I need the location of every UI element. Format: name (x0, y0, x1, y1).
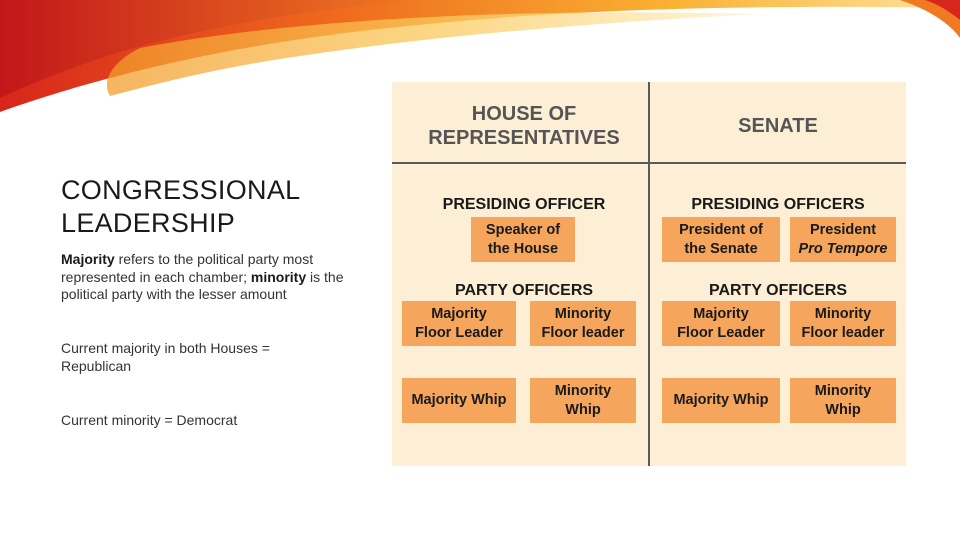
speaker-line-1: Speaker of (485, 221, 561, 238)
current-minority-text: Current minority = Democrat (61, 412, 238, 428)
definition-text-b: is the political party with the lesser amount (61, 268, 344, 302)
house-party-title: PARTY OFFICERS (454, 282, 594, 299)
speaker-line-2: the House (487, 240, 559, 257)
leadership-chart (392, 82, 906, 466)
senate-minority-whip-box (790, 378, 896, 423)
house-header (402, 102, 646, 150)
house-header-line-2: REPRESENTATIVES (428, 127, 620, 149)
title-line-2: LEADERSHIP (61, 208, 236, 238)
speaker-box (471, 217, 575, 262)
senate-minority-floor-line-1: Minority (814, 305, 872, 322)
house-majority-whip-box (402, 378, 516, 423)
house-minority-whip-line-1: Minority (554, 382, 612, 399)
house-minority-whip-box (530, 378, 636, 423)
senate-majority-whip-box (662, 378, 780, 423)
senate-header: SENATE (738, 115, 818, 137)
definition-text-a: refers to the political party most represented in each chamber; (61, 251, 314, 285)
title-line-1: CONGRESSIONAL (61, 175, 301, 205)
current-majority-line-1: Current majority in both Houses = (61, 340, 270, 356)
current-majority-text (61, 340, 371, 375)
house-header-line-1: HOUSE OF (471, 103, 577, 125)
senate-majority-floor-leader-box (662, 301, 780, 346)
senate-minority-floor-leader-box (790, 301, 896, 346)
senate-majority-whip-line-1: Majority Whip (673, 392, 769, 408)
house-majority-floor-line-1: Majority (431, 305, 487, 322)
house-presiding-title: PRESIDING OFFICER (442, 196, 606, 213)
house-majority-floor-leader-box (402, 301, 516, 346)
column-divider (648, 82, 650, 466)
senate-party-title: PARTY OFFICERS (708, 282, 848, 299)
senate-minority-floor-line-2: Floor leader (801, 324, 885, 341)
president-senate-box (662, 217, 780, 262)
pro-tempore-line-1: President (809, 221, 877, 238)
senate-minority-whip-line-2: Whip (825, 401, 861, 418)
president-senate-line-2: the Senate (684, 240, 758, 257)
senate-majority-floor-line-2: Floor Leader (677, 324, 765, 341)
house-minority-whip-line-2: Whip (565, 401, 601, 418)
president-senate-line-1: President of (679, 221, 763, 238)
majority-term: Majority (61, 251, 115, 267)
house-majority-whip-line-1: Majority Whip (411, 392, 507, 408)
house-minority-floor-leader-box (530, 301, 636, 346)
senate-presiding-title: PRESIDING OFFICERS (691, 196, 865, 213)
house-minority-floor-line-2: Floor leader (541, 324, 625, 341)
slide-title (61, 174, 381, 240)
pro-tempore-line-2: Pro Tempore (798, 240, 888, 257)
president-pro-tempore-box (790, 217, 896, 262)
minority-term: minority (250, 268, 307, 285)
senate-minority-whip-line-1: Minority (814, 382, 872, 399)
house-majority-floor-line-2: Floor Leader (415, 324, 503, 341)
current-majority-line-2: Republican (61, 357, 132, 374)
header-divider (392, 162, 906, 164)
senate-majority-floor-line-1: Majority (693, 305, 749, 322)
house-minority-floor-line-1: Minority (554, 305, 612, 322)
majority-minority-definition (61, 251, 371, 304)
